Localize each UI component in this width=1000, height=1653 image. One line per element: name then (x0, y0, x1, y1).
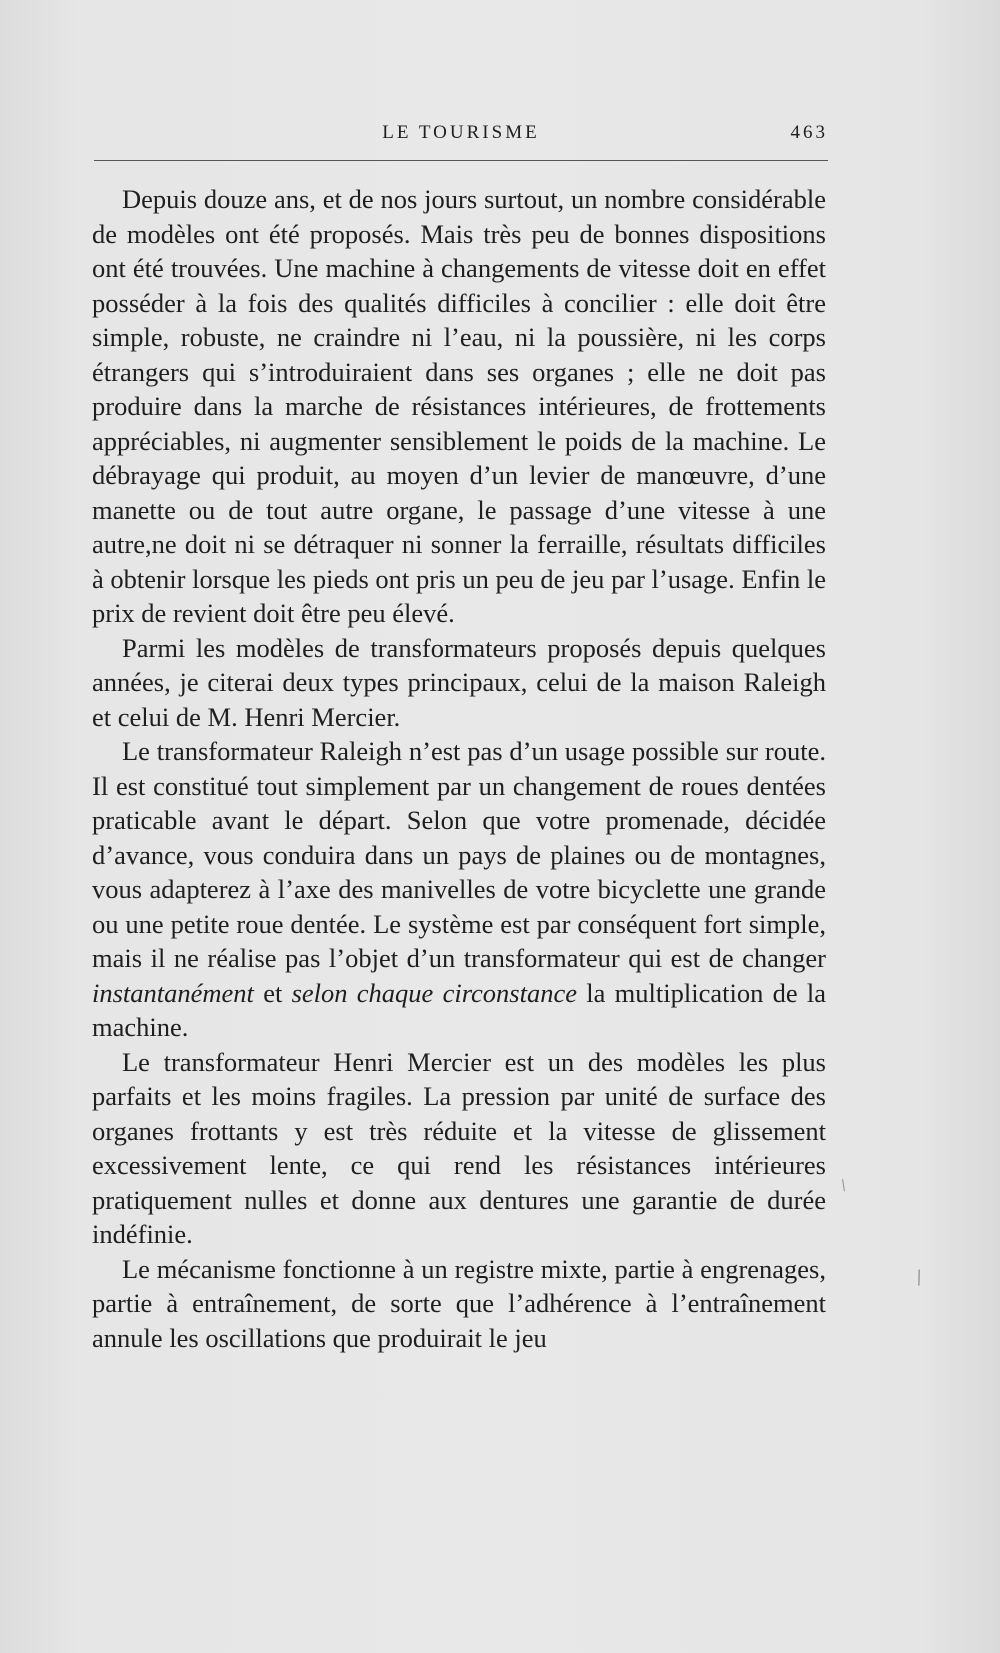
italic-selon-chaque-circonstance: selon chaque circonstance (291, 977, 577, 1008)
paragraph-3 (92, 734, 826, 1045)
paragraph-4: Le transformateur Henri Mercier est un des modèles les plus parfaits et les moins fragiles. La pression par unité de surface des organes frottants y est très réduite et la vitesse de glissement excessivement lente, ce qui rend les résistances intérieures pratiquement nulles et donne aux dentures une garantie de durée indéfinie. (92, 1046, 826, 1249)
header-rule (94, 160, 828, 161)
paragraph-1: Depuis douze ans, et de nos jours surtout, un nombre considérable de modèles ont été proposés. Mais très peu de bonnes dispositions ont été trouvées. Une machine à changements de vitesse doit en effet posséder à la fois des qualités difficiles à concilier : elle doit être simple, robuste, ne craindre ni l’eau, ni la poussière, ni les corps étrangers qui s’introduiraient dans ses organes ; elle ne doit pas produire dans la marche de résistances intérieures, de frottements appréciables, ni augmenter sensiblement le poids de la machine. Le débrayage qui produit, au moyen d’un levier de manœuvre, d’une manette ou de tout autre organe, le passage d’une vitesse à une autre,ne doit ni se détraquer ni sonner la ferraille, résultats difficiles à obtenir lorsque les pieds ont pris un peu de jeu par l’usage. Enfin le prix de revient doit être peu élevé. (92, 184, 826, 628)
running-head: LE TOURISME (382, 122, 540, 143)
paragraph-2: Parmi les modèles de transformateurs proposés depuis quelques années, je citerai deux types principaux, celui de la maison Raleigh et celui de M. Henri Mercier. (92, 632, 826, 732)
paragraph-3-text-between: et (253, 977, 292, 1008)
paper-speck: ⁄ (912, 1268, 927, 1289)
paragraph-3-text-end: la multiplication de la machine. (92, 977, 826, 1042)
body-text (92, 182, 826, 1355)
page-header (94, 122, 828, 162)
paper-speck: ⁄ (838, 1179, 851, 1193)
paragraph-5: Le mécanisme fonctionne à un registre mixte, partie à engrenages, partie à entraînement, de sorte que l’adhérence à l’entraînement annule les oscillations que produirait le jeu (92, 1253, 826, 1353)
paragraph-3-text-start: Le transformateur Raleigh n’est pas d’un usage possible sur route. Il est constitué tout simplement par un changement de roues dentées praticable avant le départ. Selon que votre promenade, décidée d’avance, vous conduira dans un pays de plaines ou de montagnes, vous adapterez à l’axe des manivelles de votre bicyclette une grande ou une petite roue dentée. Le système est par conséquent fort simple, mais il ne réalise pas l’objet d’un transformateur qui est de changer (92, 736, 826, 973)
page-number: 463 (790, 122, 828, 143)
italic-instantanement: instantanément (92, 977, 254, 1008)
